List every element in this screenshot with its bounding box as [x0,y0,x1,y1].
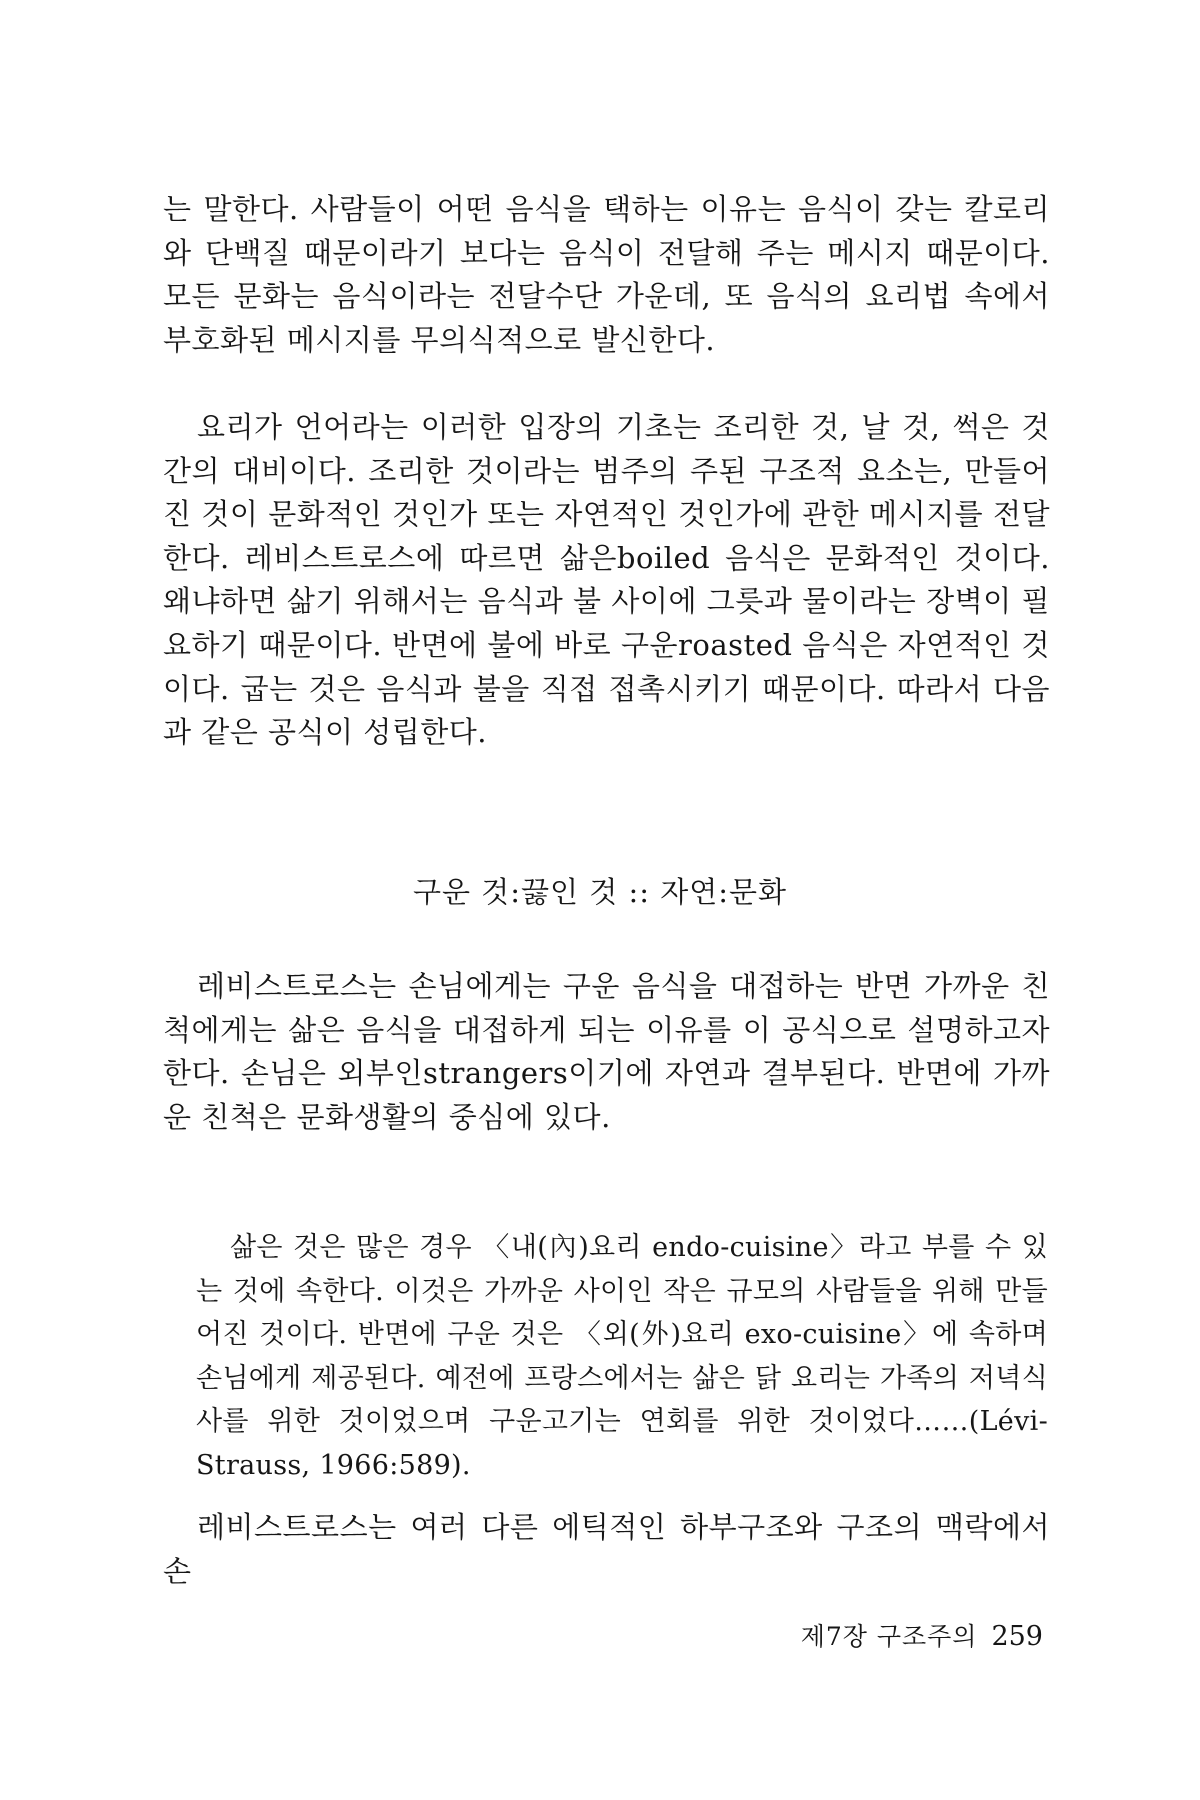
page-footer [801,1617,1043,1653]
chapter-title: 제7장 구조주의 [800,1622,978,1651]
formula: 구운 것:끓인 것 :: 자연:문화 [412,875,788,909]
paragraph-4: 레비스트로스는 여러 다른 에틱적인 하부구조와 구조의 맥락에서 손 [163,1510,1050,1588]
paragraph-3: 레비스트로스는 손님에게는 구운 음식을 대접하는 반면 가까운 친척에게는 삶은 음식을 대접하게 되는 이유를 이 공식으로 설명하고자 한다. 손님은 외부인strangers이기에 자연과 결부된다. 반면에 가까운 친척은 문화생활의 중심에 있다. [163,969,1050,1134]
block-quote: 삶은 것은 많은 경우 〈내(內)요리 endo-cuisine〉라고 부를 수 있는 것에 속한다. 이것은 가까운 사이인 작은 규모의 사람들을 위해 만들어진 것이다. 반면에 구운 것은 〈외(外)요리 exo-cuisine〉에 속하며 손님에게 제공된다. 예전에 프랑스에서는 삶은 닭 요리는 가족의 저녁식사를 위한 것이었으며 구운고기는 연회를 위한 것이었다……(Lévi-Strauss, 1966:589). [196,1232,1048,1481]
paragraph-1: 는 말한다. 사람들이 어떤 음식을 택하는 이유는 음식이 갖는 칼로리와 단백질 때문이라기 보다는 음식이 전달해 주는 메시지 때문이다. 모든 문화는 음식이라는 전달수단 가운데, 또 음식의 요리법 속에서 부호화된 메시지를 무의식적으로 발신한다. [163,192,1050,357]
page-number: 259 [991,1621,1043,1652]
paragraph-2: 요리가 언어라는 이러한 입장의 기초는 조리한 것, 날 것, 썩은 것 간의 대비이다. 조리한 것이라는 범주의 주된 구조적 요소는, 만들어진 것이 문화적인 것인가 또는 자연적인 것인가에 관한 메시지를 전달한다. 레비스트로스에 따르면 삶은boiled 음식은 문화적인 것이다. 왜냐하면 삶기 위해서는 음식과 불 사이에 그릇과 물이라는 장벽이 필요하기 때문이다. 반면에 불에 바로 구운roasted 음식은 자연적인 것이다. 굽는 것은 음식과 불을 직접 접촉시키기 때문이다. 따라서 다음과 같은 공식이 성립한다. [163,410,1050,750]
